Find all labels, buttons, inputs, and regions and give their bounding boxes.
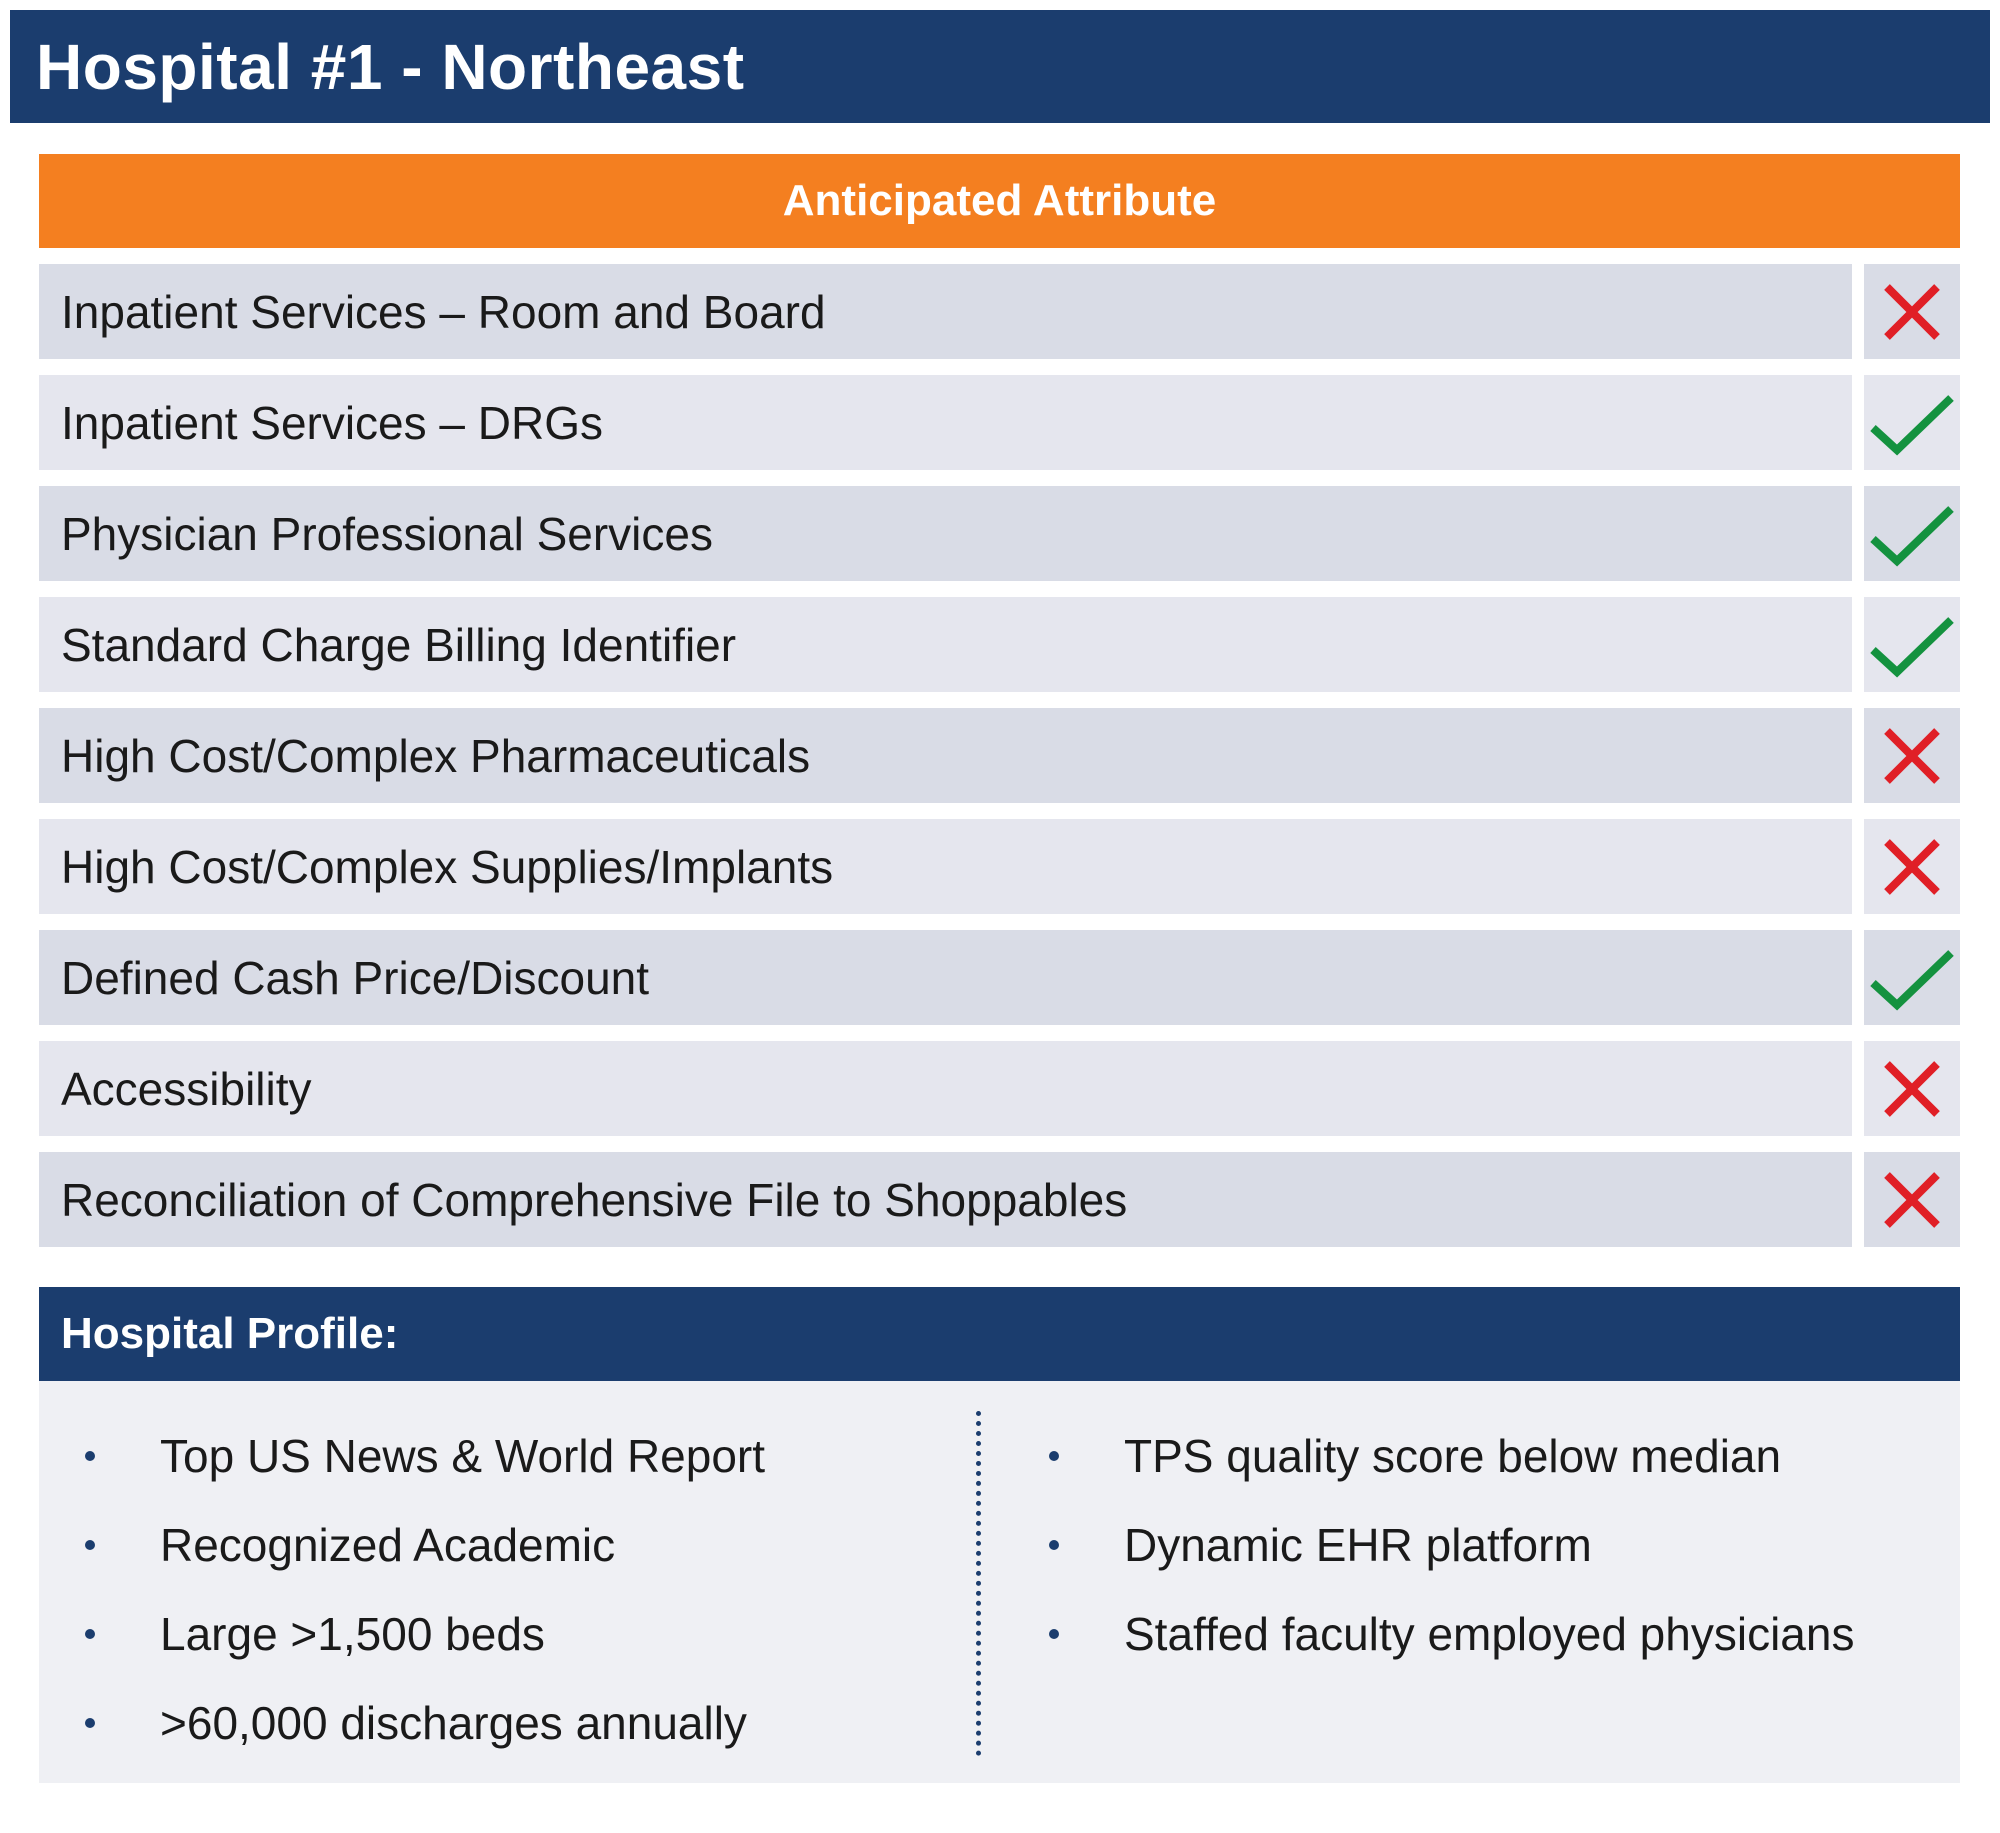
- attribute-status: [1864, 375, 1960, 470]
- attribute-label: Standard Charge Billing Identifier: [39, 597, 1852, 692]
- profile-list-left: [85, 1411, 765, 1767]
- attribute-status: [1864, 708, 1960, 803]
- list-item: Top US News & World Report: [85, 1411, 765, 1500]
- check-icon: [1867, 388, 1957, 458]
- attribute-status: [1864, 1152, 1960, 1247]
- attribute-row: [39, 819, 1960, 914]
- bullet-icon: [85, 1629, 95, 1639]
- attribute-row: [39, 930, 1960, 1025]
- bullet-icon: [1049, 1451, 1059, 1461]
- page-title: Hospital #1 - Northeast: [36, 30, 745, 103]
- bullet-icon: [85, 1540, 95, 1550]
- cross-icon: [1877, 277, 1947, 347]
- check-icon: [1867, 499, 1957, 569]
- attribute-label: Reconciliation of Comprehensive File to Shoppables: [39, 1152, 1852, 1247]
- attribute-row: [39, 486, 1960, 581]
- cross-icon: [1877, 721, 1947, 791]
- attributes-header: [39, 154, 1960, 248]
- attribute-status: [1864, 1041, 1960, 1136]
- bullet-icon: [85, 1451, 95, 1461]
- attribute-row: [39, 1152, 1960, 1247]
- attribute-label: Physician Professional Services: [39, 486, 1852, 581]
- list-item: >60,000 discharges annually: [85, 1678, 765, 1767]
- profile-header: [39, 1287, 1960, 1381]
- list-item: Dynamic EHR platform: [1049, 1500, 1854, 1589]
- attribute-row: [39, 708, 1960, 803]
- bullet-icon: [1049, 1629, 1059, 1639]
- attribute-status: [1864, 819, 1960, 914]
- list-item: Recognized Academic: [85, 1500, 765, 1589]
- attribute-label: Defined Cash Price/Discount: [39, 930, 1852, 1025]
- attribute-label: Accessibility: [39, 1041, 1852, 1136]
- attribute-label: Inpatient Services – Room and Board: [39, 264, 1852, 359]
- attribute-row: [39, 264, 1960, 359]
- attribute-status: [1864, 486, 1960, 581]
- cross-icon: [1877, 832, 1947, 902]
- profile-body: [39, 1381, 1960, 1783]
- list-item: TPS quality score below median: [1049, 1411, 1854, 1500]
- profile-header-label: Hospital Profile:: [61, 1309, 399, 1358]
- attribute-label: Inpatient Services – DRGs: [39, 375, 1852, 470]
- cross-icon: [1877, 1054, 1947, 1124]
- attribute-row: [39, 597, 1960, 692]
- attributes-list: [39, 264, 1960, 1263]
- attribute-label: High Cost/Complex Pharmaceuticals: [39, 708, 1852, 803]
- check-icon: [1867, 943, 1957, 1013]
- attribute-row: [39, 375, 1960, 470]
- attribute-status: [1864, 264, 1960, 359]
- attribute-label: High Cost/Complex Supplies/Implants: [39, 819, 1852, 914]
- bullet-icon: [1049, 1540, 1059, 1550]
- attribute-status: [1864, 597, 1960, 692]
- profile-list-right: [1049, 1411, 1854, 1678]
- attribute-status: [1864, 930, 1960, 1025]
- list-item: Staffed faculty employed physicians: [1049, 1589, 1854, 1678]
- check-icon: [1867, 610, 1957, 680]
- attribute-row: [39, 1041, 1960, 1136]
- attributes-header-label: Anticipated Attribute: [782, 176, 1217, 225]
- bullet-icon: [85, 1718, 95, 1728]
- title-bar: [10, 10, 1990, 123]
- list-item: Large >1,500 beds: [85, 1589, 765, 1678]
- cross-icon: [1877, 1165, 1947, 1235]
- column-divider: [976, 1411, 981, 1756]
